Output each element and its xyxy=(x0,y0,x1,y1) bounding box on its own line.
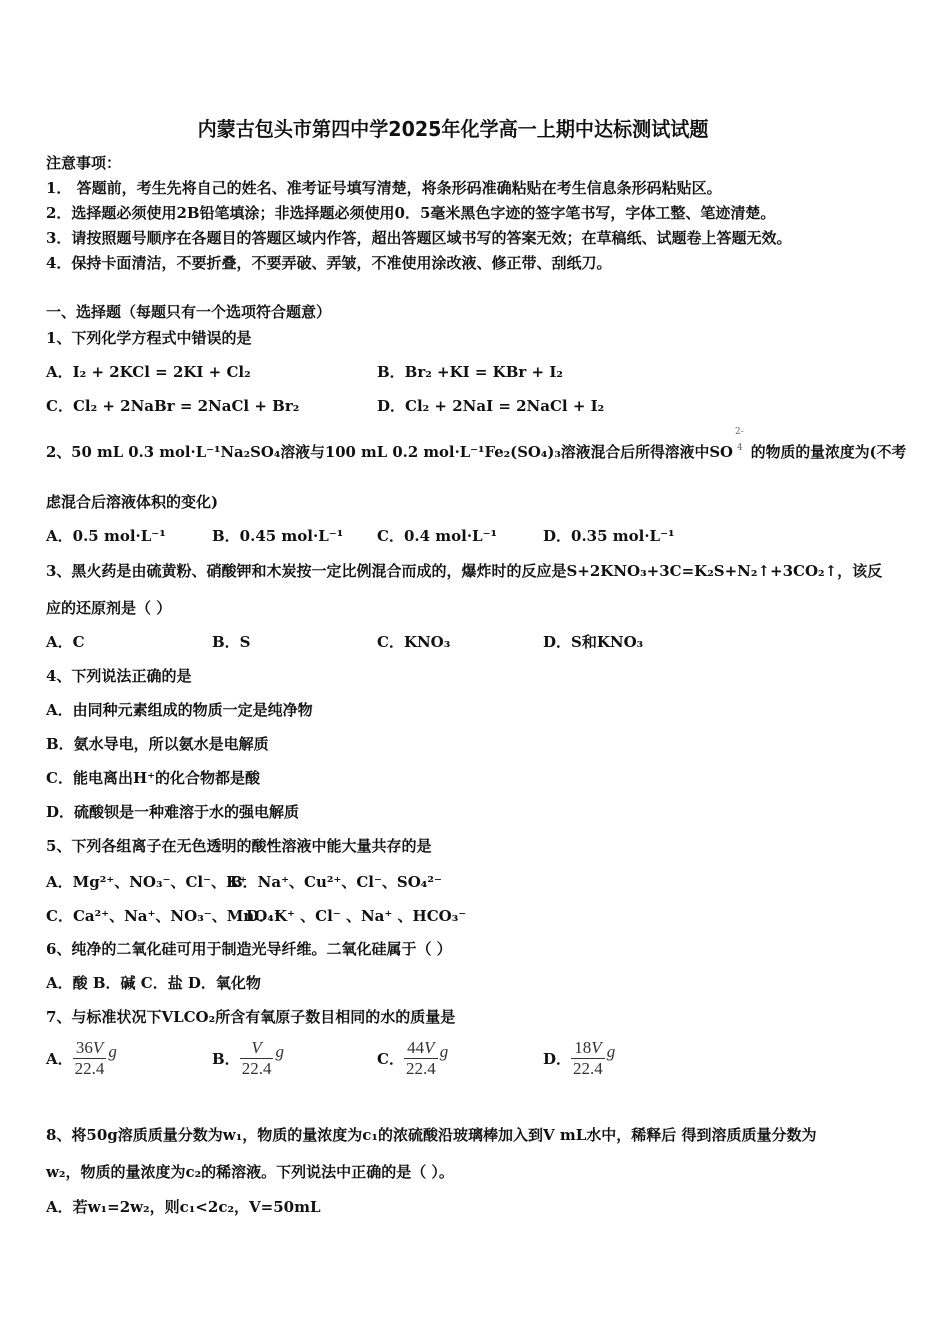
q7-b-unit: g xyxy=(275,1041,284,1061)
q6-stem: 6、纯净的二氧化硅可用于制造光导纤维。二氧化硅属于（ ） xyxy=(46,940,452,958)
q7-c-denominator: 22.4 xyxy=(405,1059,436,1078)
q7-option-c-label: C． xyxy=(377,1050,404,1068)
q7-a-denominator: 22.4 xyxy=(74,1059,105,1078)
q2-stem-line1 xyxy=(46,427,907,462)
q3-option-c: C．KNO₃ xyxy=(377,633,451,651)
q2-ion-sub: 4 xyxy=(736,443,743,453)
q7-fraction-b xyxy=(240,1038,274,1079)
q2-stem-line2: 虑混合后溶液体积的变化) xyxy=(46,493,219,511)
q7-option-a xyxy=(46,1038,117,1079)
q4-stem: 4、下列说法正确的是 xyxy=(46,667,192,685)
q4-option-a: A．由同种元素组成的物质一定是纯净物 xyxy=(46,701,313,719)
q7-option-a-label: A． xyxy=(46,1050,73,1068)
q8-stem-line1: 8、将50g溶质质量分数为w₁，物质的量浓度为c₁的浓硫酸沿玻璃棒加入到V mL水中，稀释后 得到溶质质量分数为 xyxy=(46,1126,817,1144)
q8-stem-line2: w₂，物质的量浓度为c₂的稀溶液。下列说法中正确的是（ ）。 xyxy=(46,1163,454,1181)
notice-item-2: 2．选择题必须使用2B铅笔填涂；非选择题必须使用0．5毫米黑色字迹的签字笔书写，字体工整、笔迹清楚。 xyxy=(46,204,776,222)
q2-stem-end: 的物质的量浓度为(不考 xyxy=(750,443,907,461)
q2-stem-text: 2、50 mL 0.3 mol·L⁻¹Na₂SO₄溶液与100 mL 0.2 mol·L⁻¹Fe₂(SO₄)₃溶液混合后所得溶液中SO xyxy=(46,443,733,461)
q7-d-var: V xyxy=(591,1038,602,1057)
q3-stem-line1: 3、黑火药是由硫黄粉、硝酸钾和木炭按一定比例混合而成的，爆炸时的反应是S+2KNO₃+3C=K₂S+N₂↑+3CO₂↑，该反 xyxy=(46,562,883,580)
q2-option-a: A．0.5 mol·L⁻¹ xyxy=(46,527,166,545)
q1-stem: 1、下列化学方程式中错误的是 xyxy=(46,329,252,347)
q7-option-d xyxy=(543,1038,615,1079)
q7-d-numerator: 18 xyxy=(574,1038,592,1057)
section-heading: 一、选择题（每题只有一个选项符合题意） xyxy=(46,303,332,321)
q2-option-c: C．0.4 mol·L⁻¹ xyxy=(377,527,498,545)
q5-stem: 5、下列各组离子在无色透明的酸性溶液中能大量共存的是 xyxy=(46,837,432,855)
q5-option-b: B．Na⁺、Cu²⁺、Cl⁻、SO₄²⁻ xyxy=(230,873,442,891)
q1-option-a: A．I₂ + 2KCl = 2KI + Cl₂ xyxy=(46,363,251,381)
page-title: 内蒙古包头市第四中学2025年化学高一上期中达标测试试题 xyxy=(197,117,709,141)
q6-options: A．酸 B．碱 C．盐 D．氧化物 xyxy=(46,974,261,992)
q8-option-a: A．若w₁=2w₂，则c₁<2c₂，V=50mL xyxy=(46,1198,321,1216)
notice-item-4: 4．保持卡面清洁，不要折叠，不要弄破、弄皱，不准使用涂改液、修正带、刮纸刀。 xyxy=(46,254,612,272)
notice-heading: 注意事项： xyxy=(46,154,122,172)
q7-option-b xyxy=(212,1038,284,1079)
q7-d-unit: g xyxy=(606,1041,616,1061)
q3-option-d: D．S和KNO₃ xyxy=(543,633,644,651)
q7-b-var: V xyxy=(251,1038,262,1057)
q3-option-b: B．S xyxy=(212,633,251,651)
q7-d-denominator: 22.4 xyxy=(573,1059,603,1078)
q7-fraction-c xyxy=(404,1038,438,1079)
q4-option-b: B．氨水导电，所以氨水是电解质 xyxy=(46,735,269,753)
q7-fraction-a xyxy=(73,1038,107,1079)
q1-option-b: B．Br₂ +KI = KBr + I₂ xyxy=(377,363,563,381)
q5-option-c: C．Ca²⁺、Na⁺、NO₃⁻、MnO₄⁻ xyxy=(46,907,282,925)
q1-option-d: D．Cl₂ + 2NaI = 2NaCl + I₂ xyxy=(377,397,605,415)
q1-option-c: C．Cl₂ + 2NaBr = 2NaCl + Br₂ xyxy=(46,397,300,415)
q7-c-unit: g xyxy=(439,1041,449,1061)
q3-stem-line2: 应的还原剂是（ ） xyxy=(46,599,172,617)
q2-option-b: B．0.45 mol·L⁻¹ xyxy=(212,527,344,545)
q7-option-b-label: B． xyxy=(212,1050,240,1068)
q5-option-a: A．Mg²⁺、NO₃⁻、Cl⁻、K⁺ xyxy=(46,873,247,891)
q4-option-c: C．能电离出H⁺的化合物都是酸 xyxy=(46,769,261,787)
q7-option-d-label: D． xyxy=(543,1050,572,1068)
notice-item-3: 3．请按照题号顺序在各题目的答题区域内作答，超出答题区域书写的答案无效；在草稿纸、试题卷上答题无效。 xyxy=(46,229,792,247)
q2-ion-charge: 2- xyxy=(734,427,744,437)
q7-a-numerator: 36 xyxy=(75,1038,93,1057)
q3-option-a: A．C xyxy=(46,633,85,651)
q7-option-c xyxy=(377,1038,448,1079)
q7-a-unit: g xyxy=(108,1041,117,1061)
q4-option-d: D．硫酸钡是一种难溶于水的强电解质 xyxy=(46,803,300,821)
notice-item-1: 1． 答题前，考生先将自己的姓名、准考证号填写清楚，将条形码准确粘贴在考生信息条形码粘贴区。 xyxy=(46,179,722,197)
q7-b-denominator: 22.4 xyxy=(241,1059,272,1078)
q5-option-d: D．K⁺ 、Cl⁻ 、Na⁺ 、HCO₃⁻ xyxy=(246,907,467,925)
q2-option-d: D．0.35 mol·L⁻¹ xyxy=(543,527,675,545)
q7-a-var: V xyxy=(92,1038,104,1057)
q7-c-var: V xyxy=(424,1038,435,1057)
q7-stem: 7、与标准状况下VLCO₂所含有氧原子数目相同的水的质量是 xyxy=(46,1008,456,1026)
q7-c-numerator: 44 xyxy=(407,1038,425,1057)
q7-fraction-d xyxy=(571,1038,605,1079)
